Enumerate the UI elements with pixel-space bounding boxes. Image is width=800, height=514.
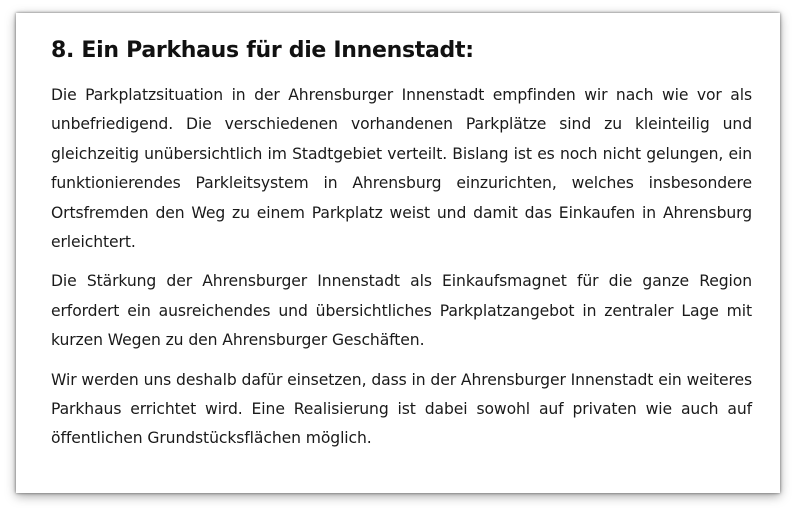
document-panel [16, 13, 780, 493]
paragraph-city-center-strength: Die Stärkung der Ahrensburger Innenstadt als Einkaufsmagnet für die ganze Region erfordert ein ausreichendes und übersichtliches Parkplatzangebot in zentraler Lage mit kurzen Wegen zu den Ahrensburger Geschäften. [51, 272, 752, 350]
paragraph-new-parking-garage: Wir werden uns deshalb dafür einsetzen, dass in der Ahrensburger Innenstadt ein weiteres Parkhaus errichtet wird. Eine Realisierung ist dabei sowohl auf privaten wie auch auf öffentlichen Grundstücksflächen möglich. [51, 370, 752, 448]
paragraph-parking-situation: Die Parkplatzsituation in der Ahrensburger Innenstadt empfinden wir nach wie vor als unbefriedigend. Die verschiedenen vorhandenen Parkplätze sind zu kleinteilig und gleichzeitig unübersichtlich im Stadtgebiet verteilt. Bislang ist es noch nicht gelungen, ein funktionierendes Parkleitsystem in Ahrensburg einzurichten, welches insbesondere Ortsfremden den Weg zu einem Parkplatz weist und damit das Einkaufen in Ahrensburg erleichtert. [51, 86, 752, 252]
section-heading: 8. Ein Parkhaus für die Innenstadt: [51, 38, 474, 63]
